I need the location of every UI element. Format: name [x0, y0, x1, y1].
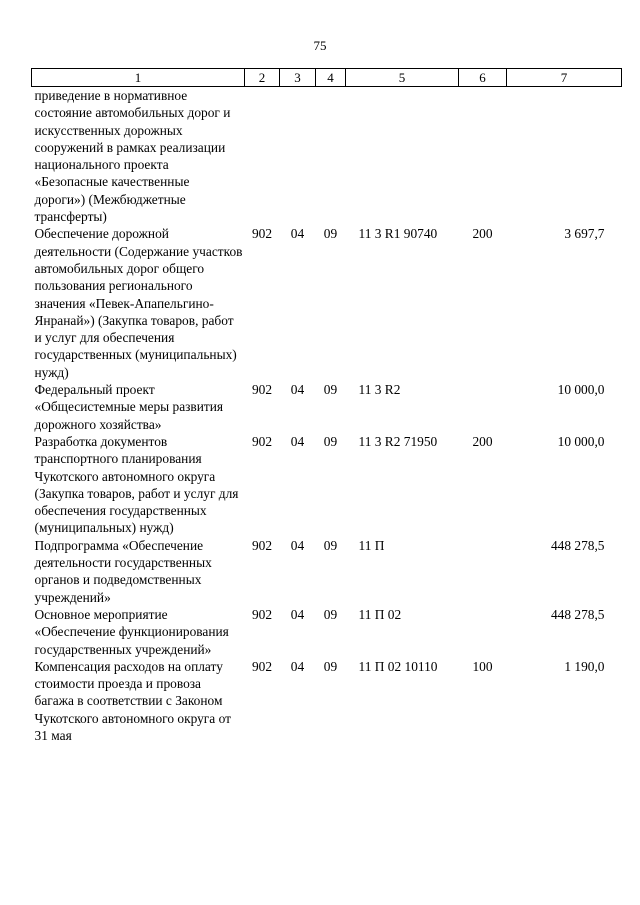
- row-csr: [346, 87, 459, 226]
- row-gr: 902: [251, 382, 273, 398]
- table-row: [32, 606, 622, 658]
- row-name: Основное мероприятие «Обеспечение функционирования государственных учреждений»: [34, 606, 229, 657]
- table-row: [32, 381, 622, 433]
- row-pr: 09: [323, 658, 338, 674]
- row-csr: 11 3 R2 71950: [358, 433, 438, 449]
- row-rz: 04: [290, 658, 305, 674]
- row-pr: 09: [323, 382, 338, 398]
- table-row: [32, 87, 622, 226]
- row-gr: 902: [251, 658, 273, 674]
- column-header-5: 5: [346, 69, 459, 87]
- row-rz: 04: [290, 537, 305, 553]
- column-header-4: 4: [316, 69, 346, 87]
- row-pr: 09: [323, 433, 338, 449]
- row-sum: [507, 87, 622, 226]
- row-pr: 09: [323, 226, 338, 242]
- row-csr: 11 П: [358, 537, 385, 553]
- row-sum: 3 697,7: [564, 226, 605, 242]
- row-vr: [459, 381, 507, 433]
- table-row: [32, 537, 622, 606]
- row-vr: [459, 606, 507, 658]
- row-vr: [459, 537, 507, 606]
- header-row: [32, 69, 622, 87]
- row-gr: 902: [251, 606, 273, 622]
- row-vr: 100: [472, 658, 493, 674]
- table-body: [32, 87, 622, 745]
- row-pr: [316, 87, 346, 226]
- row-vr: 200: [472, 433, 493, 449]
- row-sum: 448 278,5: [550, 537, 605, 553]
- table-row: [32, 225, 622, 381]
- row-rz: 04: [290, 606, 305, 622]
- row-rz: 04: [290, 226, 305, 242]
- row-name: Компенсация расходов на оплату стоимости проезда и провоза багажа в соответствии с Законом Чукотского автономного округа от 31 мая: [34, 658, 231, 743]
- row-vr: 200: [472, 226, 493, 242]
- column-header-7: 7: [507, 69, 622, 87]
- row-sum: 10 000,0: [557, 382, 605, 398]
- row-pr: 09: [323, 537, 338, 553]
- row-pr: 09: [323, 606, 338, 622]
- page-number: 75: [313, 38, 327, 53]
- row-name: Подпрограмма «Обеспечение деятельности государственных органов и подведомственных учреждений»: [34, 537, 212, 605]
- column-header-1: 1: [32, 69, 245, 87]
- table-header: [32, 69, 622, 87]
- row-name: Обеспечение дорожной деятельности (Содержание участков автомобильных дорог общего пользования регионального значения «Певек-Апапельгино-Янранай») (Закупка товаров, работ и услуг для обеспечения государственных (муниципальных) нужд): [34, 226, 243, 380]
- row-name: Разработка документов транспортного планирования Чукотского автономного округа (Закупка товаров, работ и услуг для обеспечения государственных (муниципальных) нужд): [34, 433, 239, 536]
- table-row: [32, 658, 622, 744]
- row-csr: 11 3 R2: [358, 382, 401, 398]
- row-vr: [459, 87, 507, 226]
- row-sum: 448 278,5: [550, 606, 605, 622]
- row-rz: 04: [290, 433, 305, 449]
- budget-table: [31, 68, 622, 744]
- row-csr: 11 П 02 10110: [358, 658, 438, 674]
- row-name: приведение в нормативное состояние автомобильных дорог и искусственных дорожных сооружений в рамках реализации национального проекта «Безопасные качественные дороги») (Межбюджетные трансферты): [34, 88, 231, 225]
- column-header-6: 6: [459, 69, 507, 87]
- row-rz: 04: [290, 382, 305, 398]
- row-sum: 1 190,0: [564, 658, 605, 674]
- row-gr: 902: [251, 433, 273, 449]
- row-rz: [280, 87, 316, 226]
- column-header-2: 2: [245, 69, 280, 87]
- row-name: Федеральный проект «Общесистемные меры развития дорожного хозяйства»: [34, 382, 224, 432]
- row-gr: 902: [251, 537, 273, 553]
- row-gr: [245, 87, 280, 226]
- row-csr: 11 П 02: [358, 606, 402, 622]
- row-sum: 10 000,0: [557, 433, 605, 449]
- row-csr: 11 3 R1 90740: [358, 226, 438, 242]
- row-gr: 902: [251, 226, 273, 242]
- table-row: [32, 433, 622, 537]
- column-header-3: 3: [280, 69, 316, 87]
